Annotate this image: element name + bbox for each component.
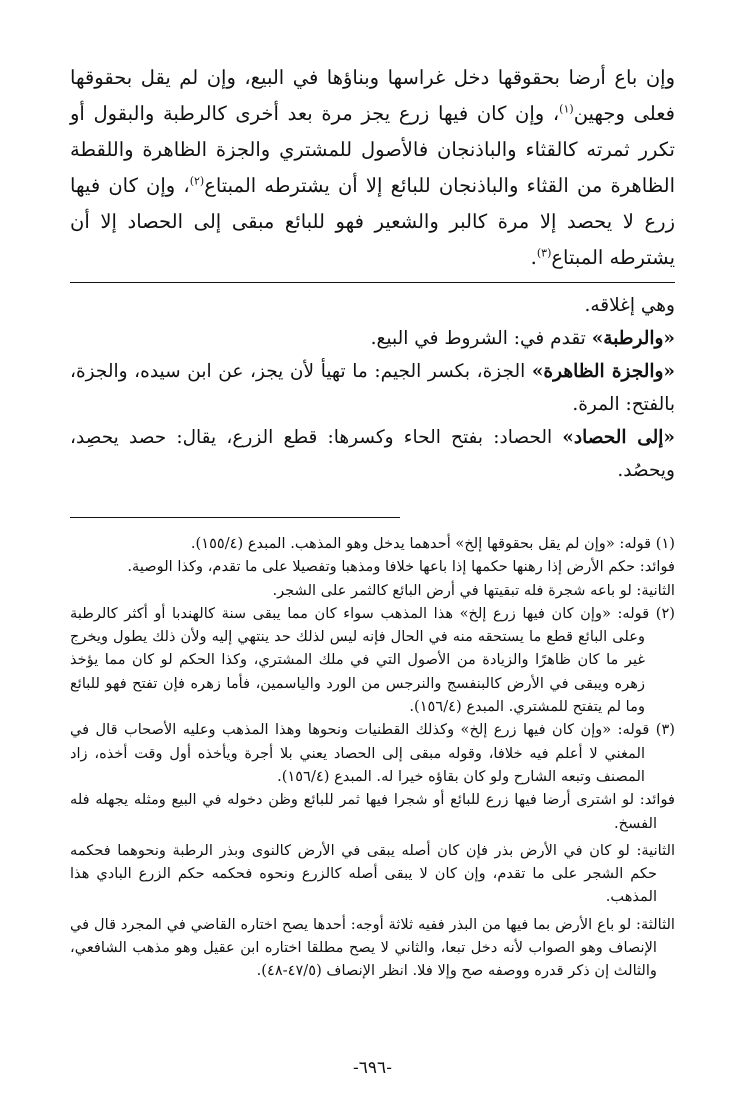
commentary-entry-ratba xyxy=(70,322,675,355)
commentary xyxy=(70,289,675,487)
footnote-ref-2: (٢) xyxy=(189,174,205,188)
footnote-ref-1: (١) xyxy=(559,102,574,116)
commentary-term: «إلى الحصاد» xyxy=(562,427,675,448)
commentary-term: «والرطبة» xyxy=(591,328,675,349)
page-number: -٦٩٦- xyxy=(353,1058,392,1078)
main-paragraph xyxy=(70,60,675,276)
main-text-divider xyxy=(70,282,675,283)
main-text-part-2: ، وإن كان فيها زرع يجز مرة بعد أخرى كالرطبة والبقول أو تكرر ثمرته كالقثاء والباذنجان فالأصول للمشتري والجزة الظاهرة واللقطة الظاهرة من القثاء والباذنجان للبائع إلا أن يشترطه المبتاع xyxy=(70,102,676,197)
footnote-3: (٣) قوله: «وإن كان فيها زرع إلخ» وكذلك القطنيات ونحوها وهذا المذهب وعليه الأصحاب قال في المغني لا أعلم فيه خلافا، وقوله مبقى إلى الحصاد يعني بلا أجرة ويأخذه أول وقت أخذه، زاد المصنف وتبعه الشارح ولو كان بقاؤه خيرا له. المبدع (١٥٦/٤). xyxy=(70,721,675,785)
main-text xyxy=(70,60,675,276)
commentary-term: «والجزة الظاهرة» xyxy=(531,361,675,382)
commentary-entry-jizza xyxy=(70,355,675,421)
page-body xyxy=(70,60,675,983)
footnote-1-benefits: فوائد: حكم الأرض إذا رهنها حكمها إذا باعها خلافا ومذهبا وتفصيلا على ما تقدم، وكذا الوصية. xyxy=(127,558,675,576)
commentary-line-1: وهي إغلاقه. xyxy=(584,295,675,316)
footnotes xyxy=(70,532,675,983)
commentary-definition: الحصاد: بفتح الحاء وكسرها: قطع الزرع، يقال: حصد يحصِد، ويحصُد. xyxy=(70,427,675,481)
commentary-definition: تقدم في: الشروط في البيع. xyxy=(370,328,592,349)
commentary-definition: الجزة، بكسر الجيم: ما تهيأ لأن يجز، عن ابن سيده، والجزة، بالفتح: المرة. xyxy=(70,361,675,415)
commentary-entry-hasad xyxy=(70,421,675,487)
main-text-part-1: وإن باع أرضا بحقوقها دخل غراسها وبناؤها في البيع، وإن لم يقل بحقوقها فعلى وجهين xyxy=(70,66,675,125)
footnote-3-second: الثانية: لو كان في الأرض بذر فإن كان أصله يبقى في الأرض كالنوى وبذر الرطبة ونحوهما فحكمه حكم الشجر على ما تقدم، وإن كان لا يبقى أصله كالزرع ونحوه فحكمه حكم الزرع البادي هذا المذهب. xyxy=(70,841,675,906)
footnote-3-third: الثالثة: لو باع الأرض بما فيها من البذر ففيه ثلاثة أوجه: أحدها يصح اختاره القاضي في المجرد قال في الإنصاف وهو الصواب لأنه دخل تبعا، والثاني لا يصح مطلقا اختاره ابن عقيل وهو مذهب الشافعي، والثالث إن ذكر قدره ووصفه صح وإلا فلا. انظر الإنصاف (٤٧/٥-٤٨). xyxy=(70,915,675,980)
footnote-1-second: الثانية: لو باعه شجرة فله تبقيتها في أرض البائع كالثمر على الشجر. xyxy=(272,581,675,599)
main-text-part-3: ، وإن كان فيها زرع لا يحصد إلا مرة كالبر والشعير فهو للبائع مبقى إلى الحصاد إلا أن يشترطه المبتاع xyxy=(70,174,675,269)
footnote-divider xyxy=(70,517,400,518)
main-text-part-4: . xyxy=(530,246,537,269)
footnote-1: (١) قوله: «وإن لم يقل بحقوقها إلخ» أحدهما يدخل وهو المذهب. المبدع (١٥٥/٤). xyxy=(190,535,675,552)
footnote-2: (٢) قوله: «وإن كان فيها زرع إلخ» هذا المذهب سواء كان مما يبقى سنة كالهندبا أو أكثر كالرطبة وعلى البائع قطع ما يستحقه منه في الحال فإنه ليس لذلك حد ينتهي إليه ولأن ذلك يطول ويخرج غير ما كان ظاهرًا والزيادة من الأصول التي في ملك المشتري، وكذا الحكم لو كان مما يؤخذ زهره ويبقى في الأرض كالبنفسج والنرجس من الورد والياسمين، فأما زهره فإن تفتح فهو للبائع وما لم يتفتح للمشتري. المبدع (١٥٦/٤). xyxy=(70,604,675,716)
footnote-3-benefits: فوائد: لو اشترى أرضا فيها زرع للبائع أو شجرا فيها ثمر للبائع وظن دخوله في البيع ومثله يجهله فله الفسخ. xyxy=(70,791,675,832)
footnote-ref-3: (٣) xyxy=(536,246,552,260)
